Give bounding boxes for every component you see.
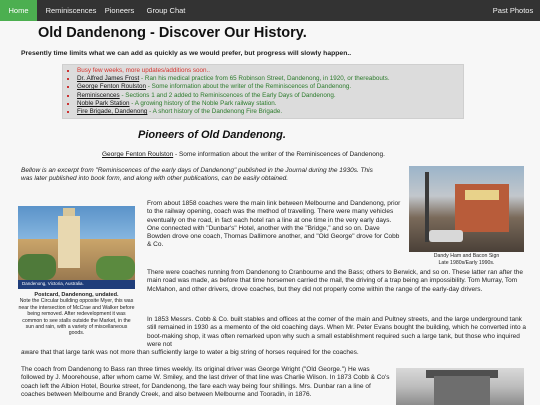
section-title: Pioneers of Old Dandenong. [138, 129, 286, 141]
bottom-photo [396, 368, 524, 405]
photo-house [434, 376, 490, 405]
news-link-fire-brigade[interactable]: Fire Brigade, Dandenong [77, 108, 148, 116]
news-item-busy [77, 67, 463, 75]
dandy-sign-caption: Dandy Ham and Bacon Sign Late 1980s/Early 1990s. [433, 253, 500, 266]
postcard-photo [18, 206, 135, 289]
news-list [63, 65, 463, 116]
postcard-caption [18, 292, 135, 337]
news-box [62, 64, 464, 119]
news-item-noble-park [77, 100, 463, 108]
paragraph-cobb-continued: aware that that large tank was not more than sufficiently large to water a big string of horses required for the coaches. [21, 349, 359, 356]
postcard-band-text: Dandenong, Victoria, Australia. [22, 281, 84, 286]
paragraph-coaches: From about 1858 coaches were the main link between Melbourne and Dandenong, prior to the railway opening, coach was the method of travelling. There were many vehicles eventually on the road, in fact each hotel ran a line at one time in the very early days. One connected with "Dunbar's" Hotel, another with the "Bridge," and so on. Dave Bowden drove one coach, Thomas Dallimore another, and "Old George" drove for Cobb & Co. [147, 200, 401, 249]
nav-pioneers-link[interactable]: Pioneers [104, 6, 135, 15]
news-item-frost [77, 75, 463, 83]
page-title: Old Dandenong - Discover Our History. [38, 25, 307, 41]
photo-sign [465, 190, 499, 200]
postcard-trees [18, 254, 56, 280]
paragraph-cranbourne: There were coaches running from Dandenong to Cranbourne and the Bass; others to Berwick, and so on. These latter ran after the main road was made, as before that time horsemen carried the mail, the driving of a trap being an impossibility. Tom Murray, Tom McMahon, and other drivers, drove coaches, but they did not properly come within the range of the early-day drivers. [147, 269, 524, 293]
photo-car [429, 230, 463, 242]
news-item-desc: - A growing history of the Noble Park railway station. [129, 99, 277, 107]
postcard-tower [58, 216, 80, 268]
news-item-roulston [77, 83, 463, 91]
news-item-desc: - Ran his medical practice from 65 Robinson Street, Dandenong, in 1920, or thereabouts. [139, 75, 390, 83]
postcard-caption-text: Note the Circular building opposite Myer, this was near the intersection of McCrae and Walker before being removed. After redevelopment it was common to see stalls outside the Market, in the sun and rain, with a variety of miscellaneous goods. [18, 298, 135, 337]
author-desc: - Some information about the writer of the Reminiscences of Dandenong. [173, 151, 385, 158]
news-item-fire-brigade [77, 108, 463, 116]
paragraph-bass-coach: The coach from Dandenong to Bass ran three times weekly. Its original driver was George Wright ("Old George.") He was followed by J. Moorehouse, after whom came W. Smiley, and the last driver of that line was Charlie Wilson. In 1873 Cobb & Co's coach left the Albion Hotel, Bourke street, for Dandenong, the fare each way being four shillings. Mrs. Dunbar ran a line of coaches between Melbourne and Brandy Creek, and also between Melbourne and Tooradin, in 1876. [21, 366, 390, 398]
news-item-desc: - Some information about the writer of the Reminiscences of Dandenong. [145, 83, 352, 91]
postcard-trees [96, 256, 135, 280]
nav-group-chat-link[interactable]: Group Chat [146, 6, 186, 15]
news-item-reminiscences [77, 92, 463, 100]
nav-reminiscences-link[interactable]: Reminiscences [45, 6, 97, 15]
lead-text: Presently time limits what we can add as quickly as we would prefer, but progress will slowly happen.. [21, 50, 352, 57]
dandy-sign-photo [409, 166, 524, 252]
author-line [102, 151, 522, 158]
paragraph-cobb: In 1853 Messrs. Cobb & Co. built stables and offices at the corner of the main and Pultney streets, and the large underground tank still remained in 1930 as a memento of the old coaching days. When Mr. Peter Evans bought the building, which he converted into a boot-making shop, it was often remarked upon why such a small establishment required such a large tank, but those who inquired were not [147, 316, 527, 348]
news-link-frost[interactable]: Dr. Alfred James Frost [77, 75, 140, 83]
news-item-desc: Busy few weeks, more updates/additions soon.. [77, 67, 211, 74]
intro-text: Bellow is an excerpt from "Reminiscences of the early days of Dandenong" published in the Journal during the 1930s. This was later published into book form, and along with other publications, can be easily obtained. [21, 167, 373, 183]
nav-home-link[interactable]: Home [0, 0, 37, 21]
news-link-noble-park[interactable]: Noble Park Station [77, 99, 130, 107]
nav-past-photos-link[interactable]: Past Photos [492, 6, 534, 15]
news-item-desc: - A short history of the Dandenong Fire Brigade. [147, 108, 283, 116]
news-item-desc: - Sections 1 and 2 added to Reminiscences of the Early Days of Dandenong. [119, 91, 336, 99]
news-link-roulston[interactable]: George Fenton Roulston [77, 83, 146, 91]
author-link[interactable]: George Fenton Roulston [102, 151, 174, 158]
postcard-caption-title: Postcard, Dandenong, undated. [34, 292, 119, 298]
news-link-reminiscences[interactable]: Reminiscences [77, 91, 120, 99]
top-navigation [0, 0, 540, 21]
